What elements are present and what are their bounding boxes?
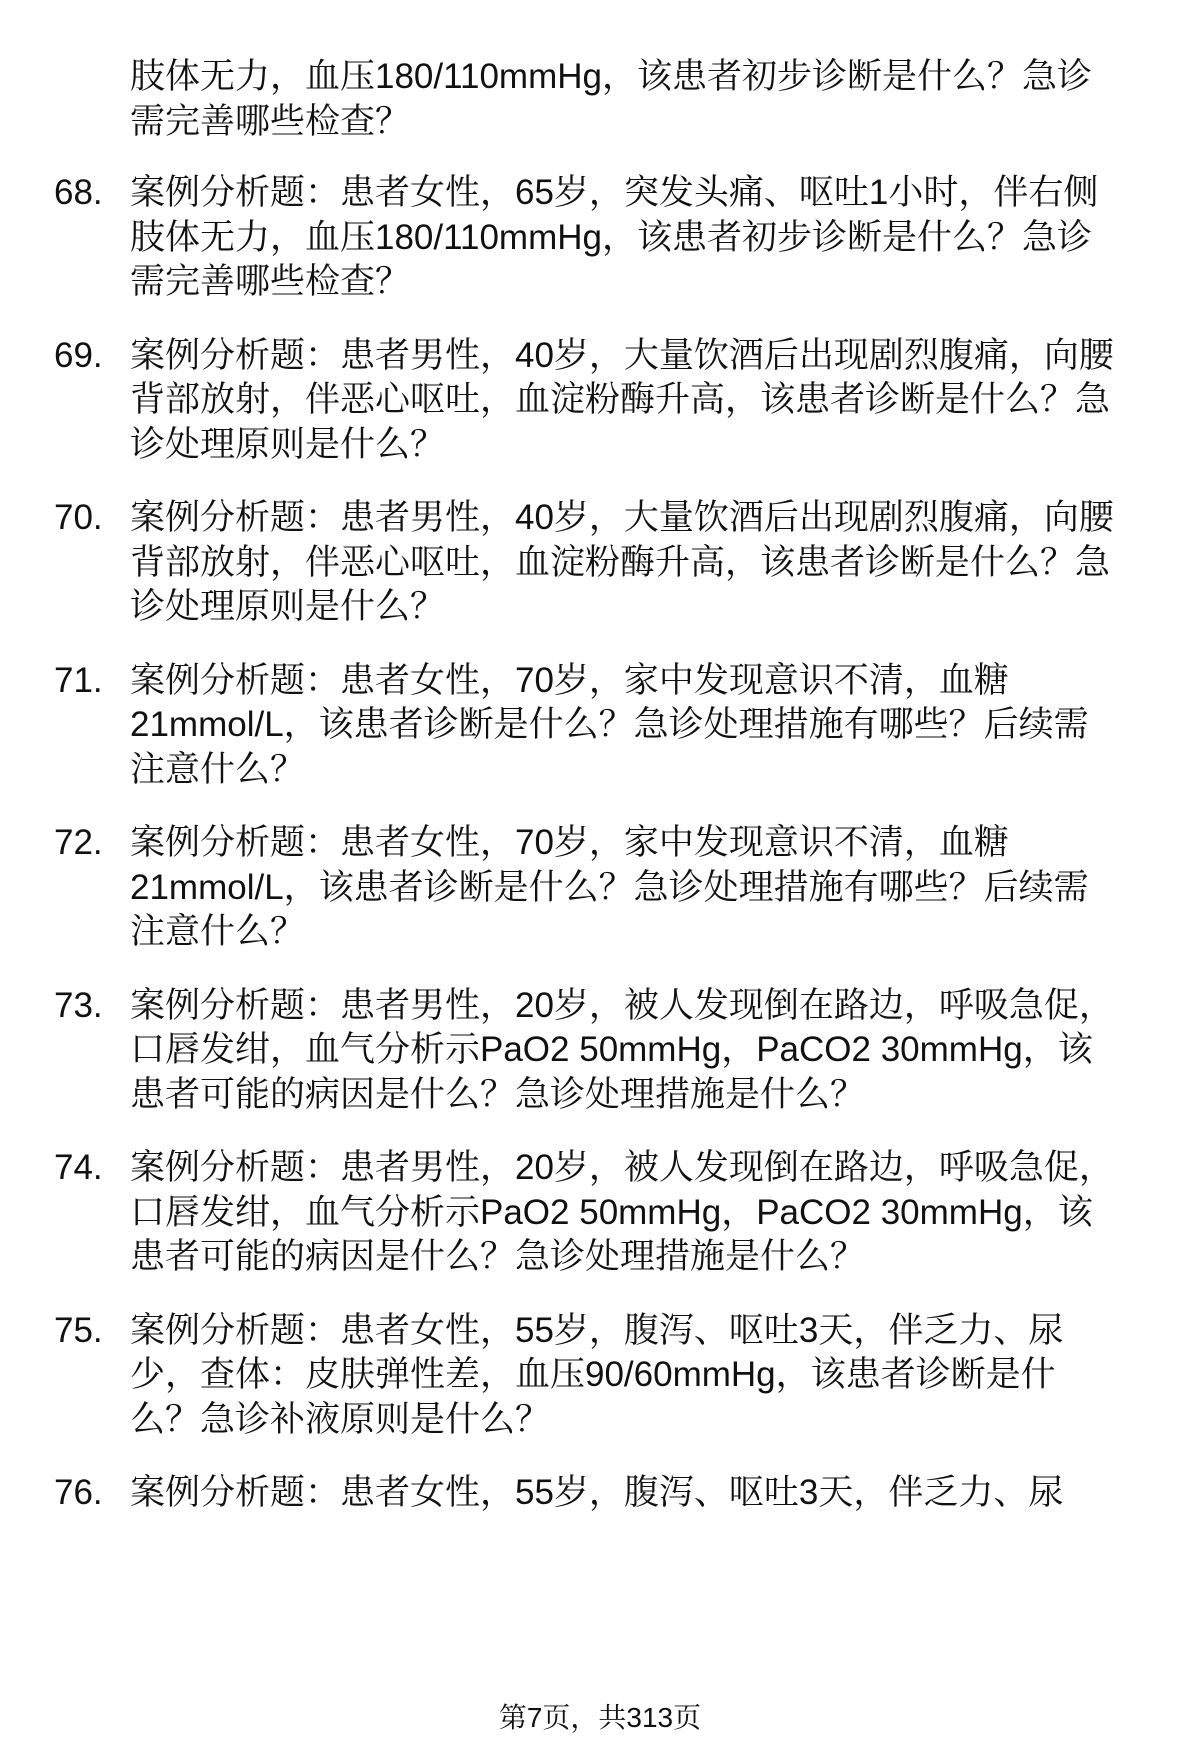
- question-line: 案例分析题：患者女性，55岁，腹泻、呕吐3天，伴乏力、尿: [130, 1310, 1064, 1350]
- question-line: 案例分析题：患者男性，20岁，被人发现倒在路边，呼吸急促，: [130, 985, 1114, 1025]
- question-line: 么？急诊补液原则是什么？: [130, 1399, 551, 1439]
- question-line: 注意什么？: [130, 912, 306, 951]
- question-line: 背部放射，伴恶心呕吐，血淀粉酶升高，该患者诊断是什么？急: [130, 380, 1111, 419]
- question-number: 76.: [54, 1473, 103, 1512]
- question-line: 案例分析题：患者女性，65岁，突发头痛、呕吐1小时，伴右侧: [130, 173, 1099, 212]
- question-line: 案例分析题：患者男性，20岁，被人发现倒在路边，呼吸急促，: [130, 1148, 1114, 1187]
- question-number: 72.: [54, 823, 103, 862]
- question-line: 肢体无力，血压180/110mmHg，该患者初步诊断是什么？急诊: [130, 217, 1092, 257]
- question-item: [0, 821, 1200, 955]
- question-item: [0, 984, 1200, 1118]
- question-text: [130, 821, 1089, 955]
- question-item: [0, 1309, 1200, 1443]
- question-text: [130, 334, 1114, 468]
- question-item: [0, 1471, 1200, 1516]
- continued-question-text: [130, 55, 1200, 144]
- question-line: 案例分析题：患者女性，70岁，家中发现意识不清，血糖: [130, 660, 1009, 700]
- question-line: 患者可能的病因是什么？急诊处理措施是什么？: [130, 1237, 866, 1276]
- question-line: 21mmol/L，该患者诊断是什么？急诊处理措施有哪些？后续需: [130, 867, 1089, 907]
- page-number-footer: 第7页，共313页: [498, 1702, 702, 1733]
- question-text: [130, 659, 1089, 793]
- question-number: 69.: [54, 335, 103, 375]
- question-text: [130, 1309, 1063, 1443]
- question-number: 74.: [54, 1148, 103, 1187]
- question-line: 口唇发绀，血气分析示PaO2 50mmHg，PaCO2 30mmHg，该: [130, 1192, 1093, 1232]
- question-item: [0, 496, 1200, 630]
- question-text: [130, 984, 1114, 1118]
- question-line: 诊处理原则是什么？: [130, 424, 446, 464]
- question-line: 需完善哪些检查？: [130, 101, 411, 141]
- question-item: [0, 659, 1200, 793]
- question-line: 背部放射，伴恶心呕吐，血淀粉酶升高，该患者诊断是什么？急: [130, 542, 1111, 582]
- question-line: 注意什么？: [130, 749, 306, 789]
- question-item: [0, 1146, 1200, 1280]
- question-line: 案例分析题：患者男性，40岁，大量饮酒后出现剧烈腹痛，向腰: [130, 335, 1114, 375]
- question-item: [0, 334, 1200, 468]
- question-number: 68.: [54, 173, 103, 212]
- question-line: 诊处理原则是什么？: [130, 587, 446, 626]
- question-number: 71.: [54, 660, 103, 700]
- question-number: 70.: [54, 498, 103, 537]
- question-line: 口唇发绀，血气分析示PaO2 50mmHg，PaCO2 30mmHg，该: [130, 1030, 1093, 1069]
- question-line: 患者可能的病因是什么？急诊处理措施是什么？: [130, 1074, 866, 1114]
- question-item: [0, 171, 1200, 305]
- question-number: 73.: [54, 985, 103, 1025]
- question-line: 需完善哪些检查？: [130, 262, 411, 301]
- question-line: 21mmol/L，该患者诊断是什么？急诊处理措施有哪些？后续需: [130, 705, 1089, 744]
- question-line: 少，查体：皮肤弹性差，血压90/60mmHg，该患者诊断是什: [130, 1355, 1056, 1394]
- question-text: [130, 1471, 1063, 1516]
- question-line: 案例分析题：患者女性，70岁，家中发现意识不清，血糖: [130, 823, 1009, 862]
- question-text: [130, 496, 1114, 630]
- question-number: 75.: [54, 1310, 103, 1350]
- question-text: [130, 1146, 1114, 1280]
- question-line: 案例分析题：患者女性，55岁，腹泻、呕吐3天，伴乏力、尿: [130, 1473, 1064, 1512]
- question-line: 案例分析题：患者男性，40岁，大量饮酒后出现剧烈腹痛，向腰: [130, 498, 1114, 537]
- question-list: [0, 55, 1200, 1545]
- question-line: 肢体无力，血压180/110mmHg，该患者初步诊断是什么？急诊: [130, 57, 1092, 96]
- question-text: [130, 171, 1098, 305]
